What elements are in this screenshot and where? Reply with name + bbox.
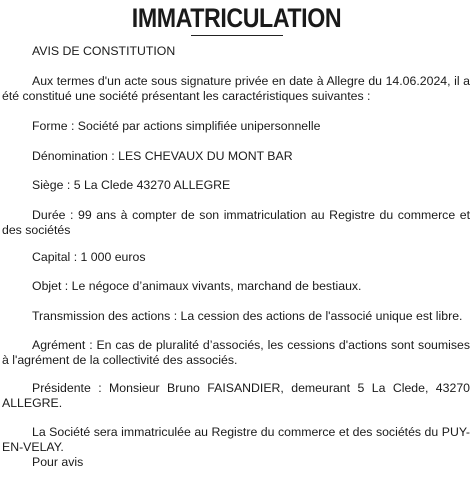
presidente-paragraph: Présidente : Monsieur Bruno FAISANDIER, demeurant 5 La Clede, 43270 ALLEGRE. bbox=[2, 381, 470, 410]
denomination-line: Dénomination : LES CHEVAUX DU MONT BAR bbox=[32, 149, 293, 163]
notice-title: IMMATRICULATION bbox=[131, 3, 342, 33]
title-underline bbox=[191, 35, 283, 36]
immatriculation-paragraph: La Société sera immatriculée au Registre du commerce et des sociétés du PUY-EN-VELAY. bbox=[2, 425, 470, 454]
notice-heading: AVIS DE CONSTITUTION bbox=[32, 44, 176, 58]
capital-line: Capital : 1 000 euros bbox=[32, 250, 146, 264]
objet-line: Objet : Le négoce d’animaux vivants, marchand de bestiaux. bbox=[32, 279, 362, 293]
duree-paragraph: Durée : 99 ans à compter de son immatriculation au Registre du commerce et des sociétés bbox=[2, 208, 470, 237]
intro-paragraph: Aux termes d'un acte sous signature privée en date à Allegre du 14.06.2024, il a été constitué une société présentant les caractéristiques suivantes : bbox=[2, 74, 470, 103]
forme-line: Forme : Société par actions simplifiée unipersonnelle bbox=[32, 119, 321, 133]
siege-line: Siège : 5 La Clede 43270 ALLEGRE bbox=[32, 178, 231, 192]
transmission-line: Transmission des actions : La cession des actions de l'associé unique est libre. bbox=[32, 309, 463, 323]
pour-avis-line: Pour avis bbox=[32, 455, 84, 469]
agrement-paragraph: Agrément : En cas de pluralité d’associés, les cessions d'actions sont soumises à l'agrément de la collectivité des associés. bbox=[2, 338, 470, 367]
